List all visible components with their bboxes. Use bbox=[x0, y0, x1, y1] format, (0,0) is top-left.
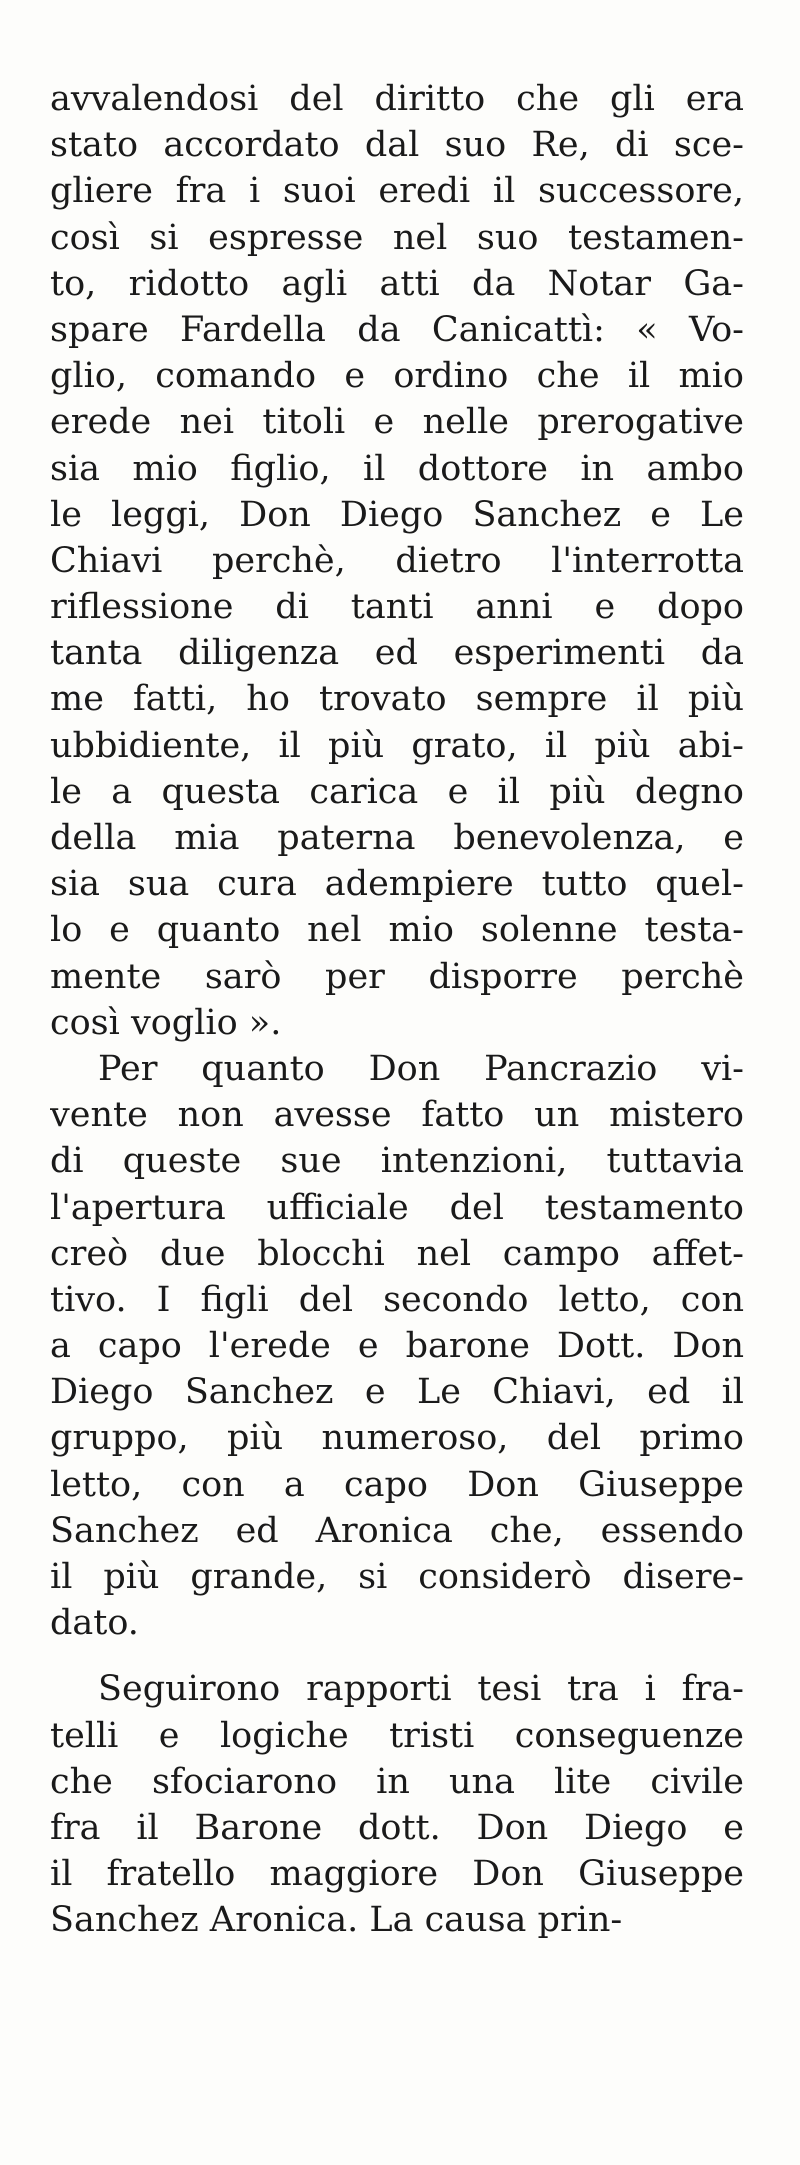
text-line: le leggi, Don Diego Sanchez e Le bbox=[50, 494, 744, 535]
paragraph-gap bbox=[50, 1646, 744, 1666]
text-line: erede nei titoli e nelle prerogative bbox=[50, 402, 744, 443]
text-line: creò due blocchi nel campo affet- bbox=[50, 1233, 744, 1274]
text-line: Chiavi perchè, dietro l'interrotta bbox=[50, 540, 744, 581]
text-line: così voglio ». bbox=[50, 1002, 282, 1043]
text-line: tanta diligenza ed esperimenti da bbox=[50, 633, 744, 674]
text-line: dato. bbox=[50, 1603, 139, 1644]
text-line: della mia paterna benevolenza, e bbox=[50, 818, 744, 858]
text-column bbox=[50, 76, 744, 1944]
paragraph-1 bbox=[50, 76, 744, 1046]
text-line: letto, con a capo Don Giuseppe bbox=[50, 1464, 744, 1505]
text-line: fra il Barone dott. Don Diego e bbox=[50, 1807, 744, 1848]
text-line: Sanchez ed Aronica che, essendo bbox=[50, 1510, 744, 1551]
text-line: così si espresse nel suo testamen- bbox=[50, 217, 744, 258]
paragraph-3 bbox=[50, 1666, 744, 1943]
text-line: sia sua cura adempiere tutto quel- bbox=[50, 864, 744, 905]
text-line: il più grande, si considerò disere- bbox=[50, 1557, 744, 1597]
text-line: Per quanto Don Pancrazio vi- bbox=[98, 1048, 744, 1089]
text-line: gliere fra i suoi eredi il successore, bbox=[50, 171, 744, 212]
text-line: sia mio figlio, il dottore in ambo bbox=[50, 448, 744, 489]
text-line: il fratello maggiore Don Giuseppe bbox=[50, 1854, 744, 1895]
text-line: stato accordato dal suo Re, di sce- bbox=[50, 125, 744, 166]
text-line: to, ridotto agli atti da Notar Ga- bbox=[50, 263, 744, 304]
text-line: mente sarò per disporre perchè bbox=[50, 956, 744, 997]
text-line: ubbidiente, il più grato, il più abi- bbox=[50, 725, 744, 766]
text-line: di queste sue intenzioni, tuttavia bbox=[50, 1141, 744, 1182]
text-line: vente non avesse fatto un mistero bbox=[50, 1095, 744, 1136]
paragraph-2 bbox=[50, 1046, 744, 1646]
text-line: spare Fardella da Canicattì: « Vo- bbox=[50, 309, 744, 350]
text-line: a capo l'erede e barone Dott. Don bbox=[50, 1326, 744, 1367]
text-line: riflessione di tanti anni e dopo bbox=[50, 587, 744, 628]
text-line: lo e quanto nel mio solenne testa- bbox=[50, 910, 744, 951]
text-line: tivo. I figli del secondo letto, con bbox=[50, 1279, 744, 1320]
text-line: me fatti, ho trovato sempre il più bbox=[50, 679, 744, 720]
text-line: glio, comando e ordino che il mio bbox=[50, 356, 744, 397]
text-line: telli e logiche tristi conseguenze bbox=[50, 1715, 744, 1756]
text-line: le a questa carica e il più degno bbox=[50, 771, 744, 812]
text-line: Seguirono rapporti tesi tra i fra- bbox=[98, 1669, 744, 1710]
text-line: l'apertura ufficiale del testamento bbox=[50, 1187, 744, 1228]
text-line: avvalendosi del diritto che gli era bbox=[50, 79, 744, 119]
text-line: gruppo, più numeroso, del primo bbox=[50, 1418, 744, 1459]
text-line: che sfociarono in una lite civile bbox=[50, 1761, 744, 1802]
text-line: Diego Sanchez e Le Chiavi, ed il bbox=[50, 1372, 744, 1413]
text-line: Sanchez Aronica. La causa prin- bbox=[50, 1900, 623, 1941]
